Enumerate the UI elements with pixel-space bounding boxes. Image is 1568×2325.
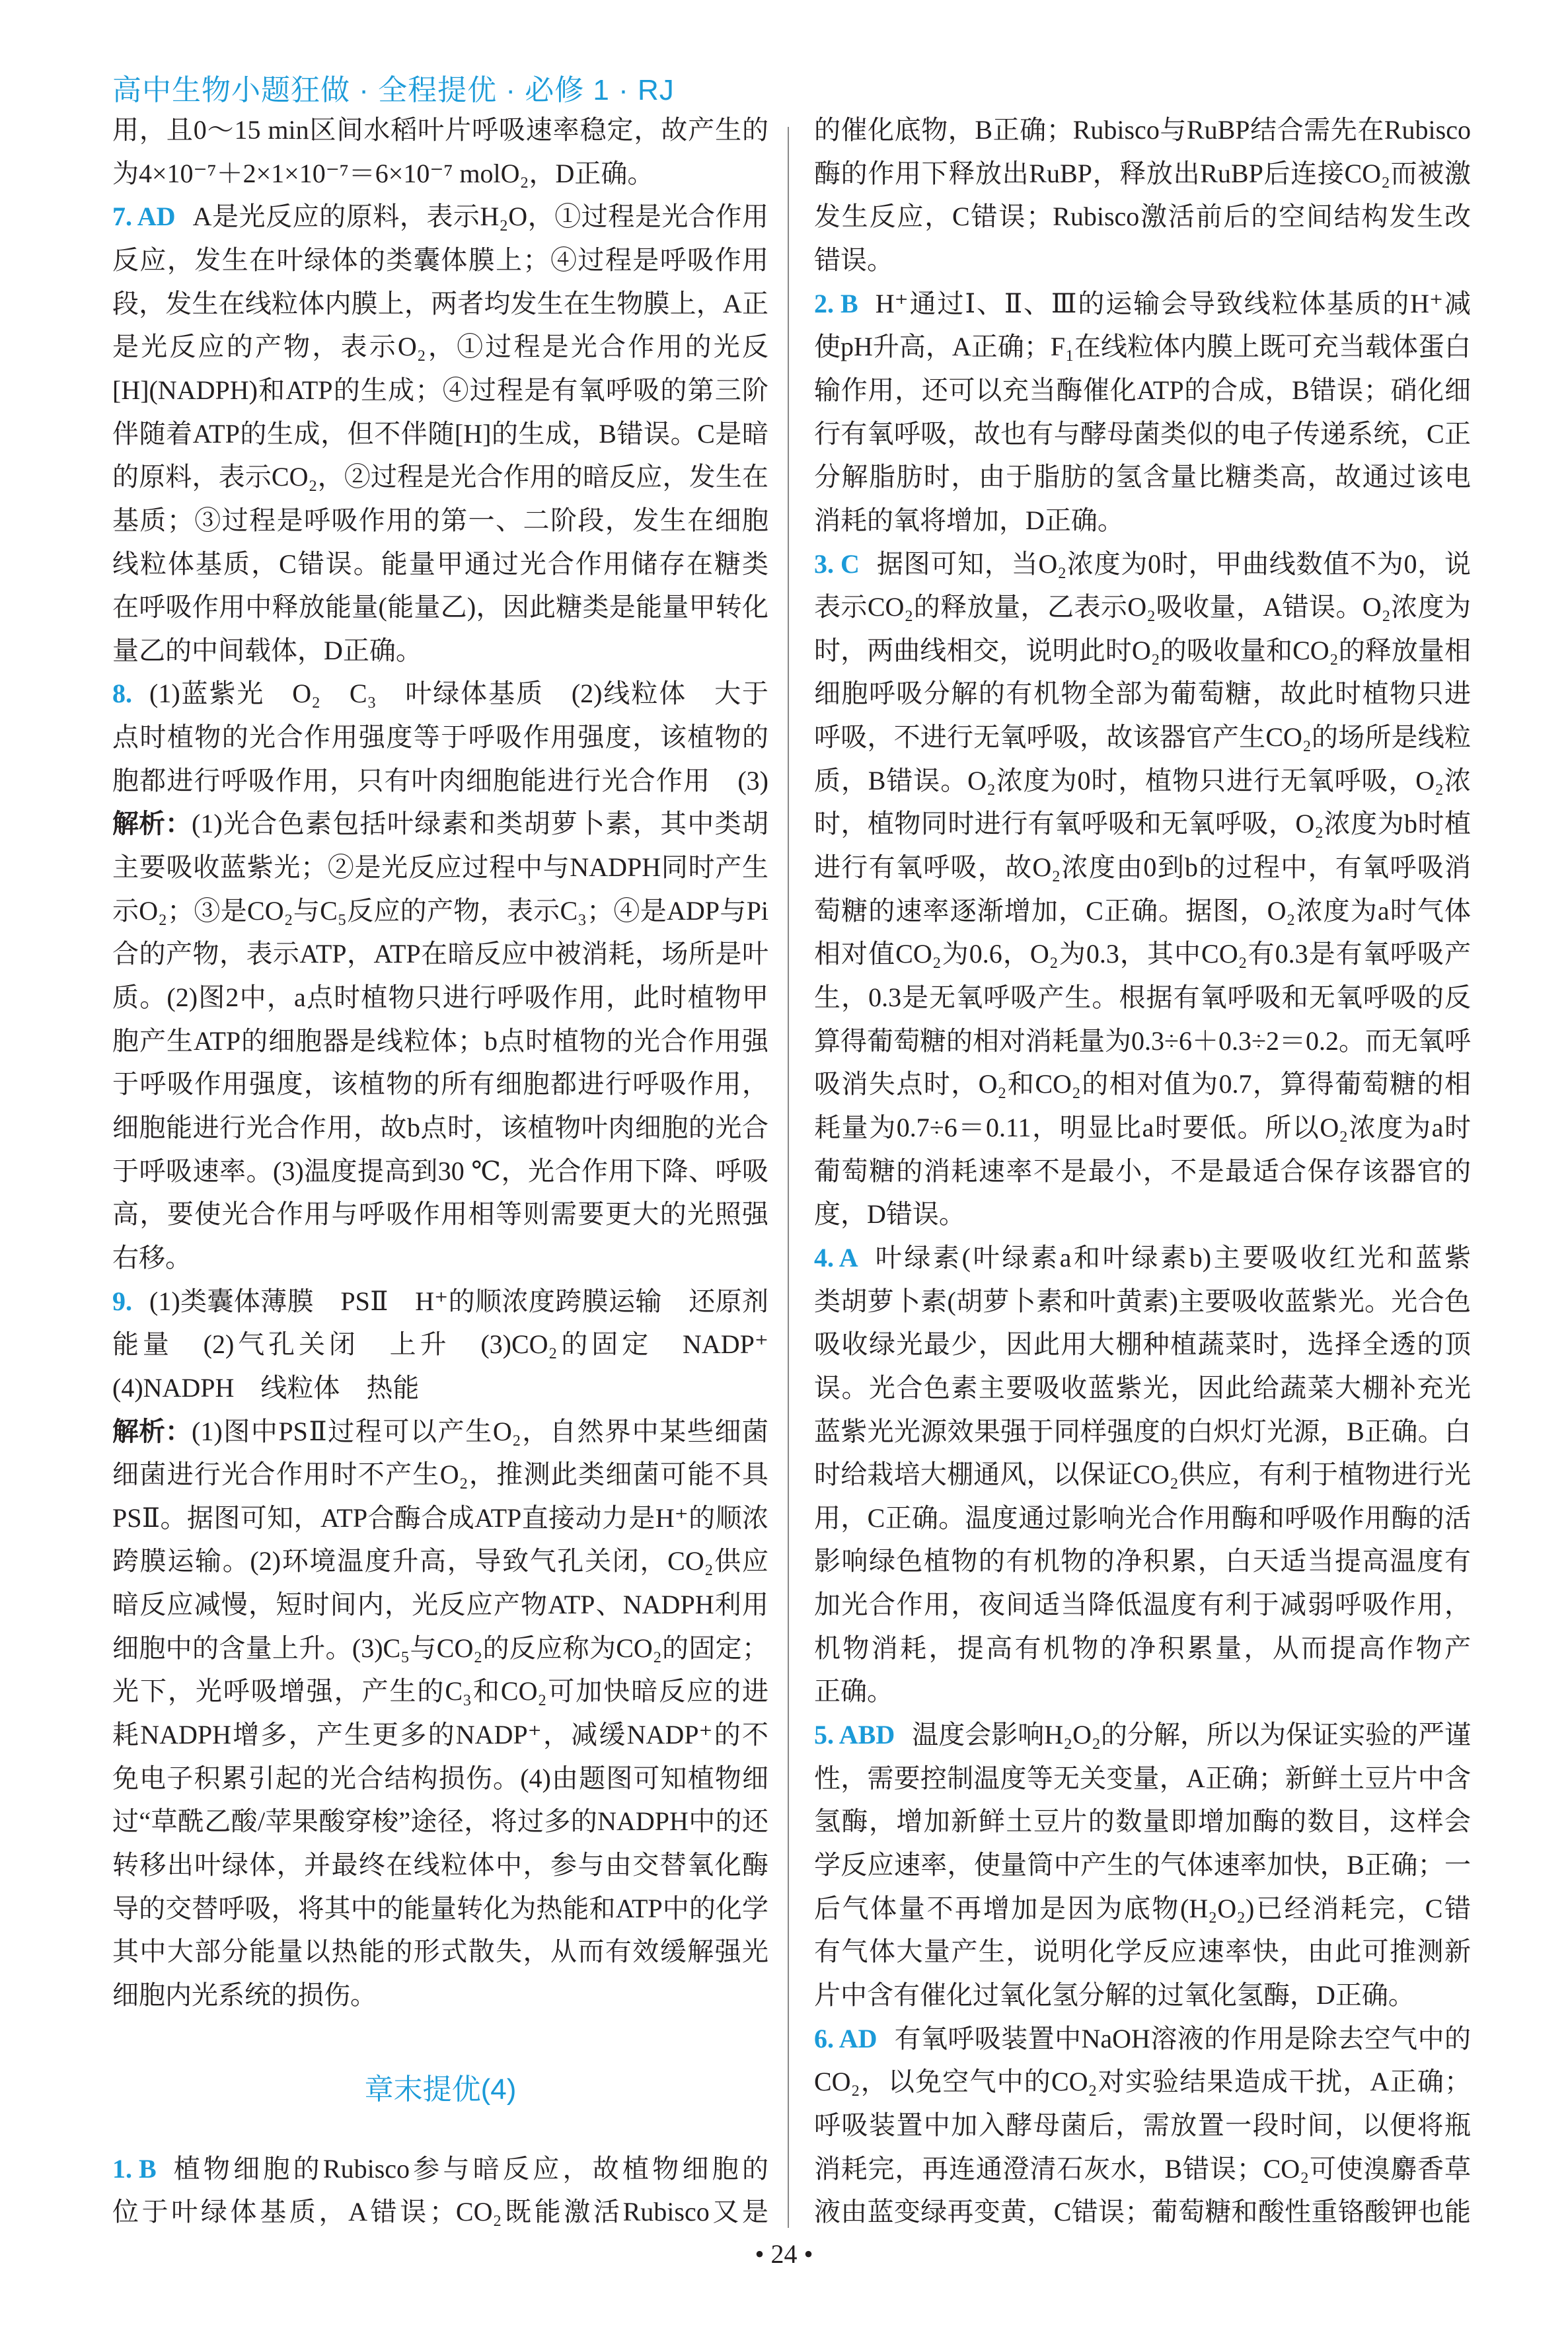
- line-text: 高，要使光合作用与呼吸作用相等则需要更大的光照强: [112, 1199, 768, 1230]
- text-line: [814, 1545, 1471, 1578]
- text-line: [814, 1241, 1471, 1274]
- line-text: 进行有氧呼吸，故O₂浓度由0到b的过程中，有氧呼吸消: [814, 852, 1471, 883]
- text-line: [112, 2153, 768, 2186]
- text-line: [112, 677, 768, 710]
- text-line: [112, 1458, 768, 1491]
- line-text: PSⅡ。据图可知，ATP合酶合成ATP直接动力是H⁺的顺浓: [112, 1502, 768, 1533]
- text-line: [112, 548, 768, 581]
- text-line: [112, 244, 768, 277]
- question-number-answer: 9.: [112, 1286, 132, 1316]
- line-text: 其中大部分能量以热能的形式散失，从而有效缓解强光: [112, 1937, 768, 1967]
- line-text: 酶的作用下释放出RuBP，释放出RuBP后连接CO₂而被激: [814, 158, 1471, 188]
- text-line: [112, 981, 768, 1014]
- line-text: 呼吸装置中加入酵母菌后，需放置一段时间，以便将瓶: [814, 2110, 1471, 2140]
- text-line: [814, 2153, 1471, 2186]
- text-line: [112, 1545, 768, 1578]
- text-line: [814, 2109, 1471, 2142]
- text-line: [112, 1935, 768, 1968]
- line-text: 伴随着ATP的生成，但不伴随[H]的生成，B错误。C是暗: [112, 418, 768, 449]
- line-text: 温度会影响H₂O₂的分解，所以为保证实验的严谨: [912, 1720, 1471, 1750]
- text-line: [112, 1155, 768, 1188]
- text-line: [112, 938, 768, 971]
- line-text: 分解脂肪时，由于脂肪的氢含量比糖类高，故通过该电: [814, 462, 1471, 492]
- text-line: [814, 1979, 1471, 2012]
- text-line: [112, 1979, 768, 2012]
- line-text: 后气体量不再增加是因为底物(H₂O₂)已经消耗完，C错: [814, 1893, 1471, 1923]
- line-text: 片中含有催化过氧化氢分解的过氧化氢酶，D正确。: [814, 1979, 1415, 2010]
- text-line: [112, 1025, 768, 1058]
- line-text: 右移。: [112, 1242, 192, 1273]
- text-line: [814, 634, 1471, 667]
- line-text: 免电子积累引起的光合结构损伤。(4)由题图可知植物细: [112, 1763, 768, 1793]
- line-text: 叶绿素(叶绿素a和叶绿素b)主要吸收红光和蓝紫: [875, 1242, 1471, 1273]
- text-line: [814, 938, 1471, 971]
- line-text: 行有氧呼吸，故也有与酵母菌类似的电子传递系统，C正: [814, 418, 1471, 449]
- text-line: [814, 1198, 1471, 1231]
- text-line: [814, 1762, 1471, 1795]
- text-line: [112, 1762, 768, 1795]
- line-text: 胞都进行呼吸作用，只有叶肉细胞能进行光合作用 (3): [112, 765, 768, 795]
- text-line: [814, 2196, 1471, 2229]
- line-text: (1)类囊体薄膜 PSⅡ H⁺的顺浓度跨膜运输 还原剂: [149, 1286, 768, 1316]
- line-text: 示O₂；③是CO₂与C₅反应的产物，表示C₃；④是ADP与Pi: [112, 895, 768, 926]
- line-text: 导的交替呼吸，将其中的能量转化为热能和ATP中的化学: [112, 1893, 768, 1923]
- line-text: 反应，发生在叶绿体的类囊体膜上；④过程是呼吸作用: [112, 244, 768, 275]
- text-line: [112, 1285, 768, 1318]
- line-text: 线粒体基质，C错误。能量甲通过光合作用储存在糖类: [112, 548, 768, 579]
- text-line: [112, 2196, 768, 2229]
- question-number-answer: 6. AD: [814, 2023, 877, 2053]
- text-line: [814, 244, 1471, 277]
- text-line: [814, 114, 1471, 147]
- text-line: [112, 1892, 768, 1925]
- line-text: 植物细胞的Rubisco参与暗反应，故植物细胞的: [173, 2153, 768, 2184]
- line-text: (1)图中PSⅡ过程可以产生O₂，自然界中某些细菌: [192, 1416, 768, 1446]
- text-line: [814, 1935, 1471, 1968]
- line-text: 为4×10⁻⁷＋2×1×10⁻⁷＝6×10⁻⁷ molO₂，D正确。: [112, 158, 654, 188]
- line-text: 细胞中的含量上升。(3)C₅与CO₂的反应称为CO₂的固定；: [112, 1633, 768, 1663]
- line-text: 的原料，表示CO₂，②过程是光合作用的暗反应，发生在: [112, 462, 768, 492]
- line-text: (1)蓝紫光 O₂ C₃ 叶绿体基质 (2)线粒体 大于: [149, 679, 768, 709]
- line-text: 的催化底物，B正确；Rubisco与RuBP结合需先在Rubisco: [814, 115, 1471, 145]
- text-line: [814, 1111, 1471, 1144]
- line-text: 葡萄糖的消耗速率不是最小，不是最适合保存该器官的: [814, 1156, 1471, 1186]
- line-text: 细菌进行光合作用时不产生O₂，推测此类细菌可能不具: [112, 1459, 768, 1490]
- line-text: 质。(2)图2中，a点时植物只进行呼吸作用，此时植物甲: [112, 982, 768, 1012]
- text-line: [814, 677, 1471, 710]
- text-line: [814, 157, 1471, 190]
- line-text: 萄糖的速率逐渐增加，C正确。据图，O₂浓度为a时气体: [814, 895, 1471, 926]
- line-text: H⁺通过Ⅰ、Ⅱ、Ⅲ的运输会导致线粒体基质的H⁺减: [875, 288, 1471, 318]
- text-line: [814, 1328, 1471, 1361]
- text-line: [814, 1502, 1471, 1535]
- line-text: [H](NADPH)和ATP的生成；④过程是有氧呼吸的第三阶: [112, 375, 768, 405]
- line-text: 主要吸收蓝紫光；②是光反应过程中与NADPH同时产生: [112, 852, 768, 883]
- text-line: [112, 1241, 768, 1274]
- line-text: 机物消耗，提高有机物的净积累量，从而提高作物产: [814, 1633, 1471, 1663]
- line-text: 时给栽培大棚通风，以保证CO₂供应，有利于植物进行光: [814, 1459, 1471, 1490]
- text-line: [112, 1328, 768, 1361]
- line-text: 质，B错误。O₂浓度为0时，植物只进行无氧呼吸，O₂浓: [814, 765, 1471, 795]
- line-text: 段，发生在线粒体内膜上，两者均发生在生物膜上，A正: [112, 288, 768, 318]
- line-text: 据图可知，当O₂浓度为0时，甲曲线数值不为0，说: [876, 548, 1471, 579]
- line-text: 吸消失点时，O₂和CO₂的相对值为0.7，算得葡萄糖的相: [814, 1069, 1471, 1099]
- analysis-label: 解析：: [112, 809, 192, 839]
- text-line: [814, 200, 1471, 233]
- line-text: 正确。: [814, 1676, 893, 1707]
- analysis-label: 解析：: [112, 1416, 192, 1446]
- text-line: [112, 461, 768, 494]
- text-line: [112, 114, 768, 147]
- text-line: [112, 1198, 768, 1231]
- text-line: [814, 2065, 1471, 2098]
- text-line: [112, 374, 768, 407]
- line-text: 度，D错误。: [814, 1199, 965, 1230]
- text-line: [112, 330, 768, 363]
- text-line: [112, 504, 768, 537]
- line-text: 点时植物的光合作用强度等于呼吸作用强度，该植物的: [112, 722, 768, 753]
- text-line: [814, 1155, 1471, 1188]
- text-line: [814, 895, 1471, 928]
- line-text: 使pH升高，A正确；F₁在线粒体内膜上既可充当载体蛋白: [814, 332, 1471, 362]
- line-text: 跨膜运输。(2)环境温度升高，导致气孔关闭，CO₂供应: [112, 1546, 768, 1576]
- line-text: 加光合作用，夜间适当降低温度有利于减弱呼吸作用，: [814, 1590, 1471, 1620]
- text-line: [112, 634, 768, 667]
- line-text: 误。光合色素主要吸收蓝紫光，因此给蔬菜大棚补充光: [814, 1372, 1471, 1403]
- text-line: [112, 1111, 768, 1144]
- text-line: [814, 548, 1471, 581]
- question-number-answer: 4. A: [814, 1242, 858, 1273]
- line-text: 氢酶，增加新鲜土豆片的数量即增加酶的数目，这样会: [814, 1806, 1471, 1837]
- text-line: [814, 1458, 1471, 1491]
- line-text: 学反应速率，使量筒中产生的气体速率加快，B正确；一: [814, 1850, 1471, 1880]
- text-line: [112, 721, 768, 754]
- line-text: 在呼吸作用中释放能量(能量乙)，因此糖类是能量甲转化: [112, 592, 768, 622]
- text-line: [814, 591, 1471, 624]
- text-line: [814, 1892, 1471, 1925]
- text-line: [112, 1675, 768, 1708]
- line-text: 类胡萝卜素(胡萝卜素和叶黄素)主要吸收蓝紫光。光合色: [814, 1286, 1471, 1316]
- column-divider: [788, 127, 789, 2228]
- text-line: [112, 1068, 768, 1101]
- text-line: [814, 1025, 1471, 1058]
- text-line: [814, 981, 1471, 1014]
- question-number-answer: 5. ABD: [814, 1720, 895, 1750]
- section-title: 章末提优(4): [364, 2073, 517, 2106]
- line-text: 相对值CO₂为0.6，O₂为0.3，其中CO₂有0.3是有氧呼吸产: [814, 939, 1471, 969]
- text-line: [112, 1632, 768, 1665]
- text-line: [814, 1588, 1471, 1621]
- line-text: 蓝紫光光源效果强于同样强度的白炽灯光源，B正确。白: [814, 1416, 1471, 1446]
- line-text: 细胞能进行光合作用，故b点时，该植物叶肉细胞的光合: [112, 1112, 768, 1142]
- text-line: [814, 504, 1471, 537]
- line-text: 输作用，还可以充当酶催化ATP的合成，B错误；硝化细: [814, 375, 1471, 405]
- text-line: [112, 1415, 768, 1448]
- text-line: [814, 461, 1471, 494]
- line-text: 胞产生ATP的细胞器是线粒体；b点时植物的光合作用强: [112, 1025, 768, 1056]
- text-line: [112, 764, 768, 797]
- text-line: [814, 764, 1471, 797]
- line-text: 吸收绿光最少，因此用大棚种植蔬菜时，选择全透的顶: [814, 1329, 1471, 1360]
- line-text: 光下，光呼吸增强，产生的C₃和CO₂可加快暗反应的进: [112, 1676, 768, 1707]
- text-line: [112, 418, 768, 451]
- line-text: 于呼吸速率。(3)温度提高到30 ℃，光合作用下降、呼吸: [112, 1156, 768, 1186]
- text-line: [814, 330, 1471, 363]
- line-text: 能量 (2)气孔关闭 上升 (3)CO₂的固定 NADP⁺: [112, 1329, 768, 1360]
- question-number-answer: 8.: [112, 679, 132, 709]
- line-text: 算得葡萄糖的相对消耗量为0.3÷6＋0.3÷2＝0.2。而无氧呼: [814, 1025, 1471, 1056]
- text-line: [814, 287, 1471, 320]
- text-line: [814, 1718, 1471, 1752]
- text-line: [112, 1588, 768, 1621]
- line-text: 性，需要控制温度等无关变量，A正确；新鲜土豆片中含: [814, 1763, 1471, 1793]
- line-text: 时，两曲线相交，说明此时O₂的吸收量和CO₂的释放量相: [814, 635, 1471, 665]
- line-text: 暗反应减慢，短时间内，光反应产物ATP、NADPH利用: [112, 1590, 768, 1620]
- line-text: 合的产物，表示ATP，ATP在暗反应中被消耗，场所是叶: [112, 939, 768, 969]
- text-line: [814, 1415, 1471, 1448]
- line-text: 用，且0～15 min区间水稻叶片呼吸速率稳定，故产生的: [112, 115, 768, 145]
- text-line: [112, 851, 768, 884]
- question-number-answer: 2. B: [814, 288, 858, 318]
- text-line: [112, 591, 768, 624]
- line-text: 有氧呼吸装置中NaOH溶液的作用是除去空气中的: [894, 2023, 1471, 2053]
- text-line: [814, 851, 1471, 884]
- text-line: [112, 807, 768, 840]
- question-number-answer: 7. AD: [112, 202, 176, 232]
- line-text: 液由蓝变绿再变黄，C错误；葡萄糖和酸性重铬酸钾也能: [814, 2197, 1471, 2227]
- text-line: [814, 1805, 1471, 1838]
- text-line: [814, 1675, 1471, 1708]
- text-line: [112, 287, 768, 320]
- text-line: [112, 1718, 768, 1752]
- line-text: 消耗的氧将增加，D正确。: [814, 505, 1124, 535]
- line-text: (4)NADPH 线粒体 热能: [112, 1372, 420, 1403]
- text-line: [112, 895, 768, 928]
- line-text: CO₂，以免空气中的CO₂对实验结果造成干扰，A正确；: [814, 2067, 1471, 2097]
- line-text: 时，植物同时进行有氧呼吸和无氧呼吸，O₂浓度为b时植: [814, 809, 1471, 839]
- line-text: 是光反应的产物，表示O₂，①过程是光合作用的光反: [112, 332, 768, 362]
- text-line: [814, 807, 1471, 840]
- line-text: 表示CO₂的释放量，乙表示O₂吸收量，A错误。O₂浓度为: [814, 592, 1471, 622]
- text-line: [112, 1849, 768, 1882]
- text-line: [814, 374, 1471, 407]
- text-line: [112, 200, 768, 233]
- text-line: [112, 1805, 768, 1838]
- page-number: • 24 •: [755, 2239, 813, 2269]
- text-line: [112, 157, 768, 190]
- text-line: [814, 418, 1471, 451]
- running-header: 高中生物小题狂做 · 全程提优 · 必修 1 · RJ: [112, 74, 675, 106]
- line-text: 消耗完，再连通澄清石灰水，B错误；CO₂可使溴麝香草: [814, 2153, 1471, 2184]
- line-text: 于呼吸作用强度，该植物的所有细胞都进行呼吸作用，: [112, 1069, 768, 1099]
- line-text: A是光反应的原料，表示H₂O，①过程是光合作用: [192, 202, 768, 232]
- line-text: 有气体大量产生，说明化学反应速率快，由此可推测新: [814, 1937, 1471, 1967]
- line-text: 错误。: [814, 244, 893, 275]
- line-text: 生，0.3是无氧呼吸产生。根据有氧呼吸和无氧呼吸的反: [814, 982, 1471, 1012]
- text-line: [814, 1632, 1471, 1665]
- line-text: 量乙的中间载体，D正确。: [112, 635, 422, 665]
- line-text: 发生反应，C错误；Rubisco激活前后的空间结构发生改: [814, 202, 1471, 232]
- text-line: [814, 1068, 1471, 1101]
- line-text: 位于叶绿体基质，A错误；CO₂既能激活Rubisco又是: [112, 2197, 768, 2227]
- question-number-answer: 1. B: [112, 2153, 157, 2184]
- line-text: 过“草酰乙酸/苹果酸穿梭”途径，将过多的NADPH中的还: [112, 1806, 768, 1837]
- text-line: [814, 1285, 1471, 1318]
- line-text: 基质；③过程是呼吸作用的第一、二阶段，发生在细胞: [112, 505, 768, 535]
- line-text: 细胞内光系统的损伤。: [112, 1979, 377, 2010]
- line-text: 细胞呼吸分解的有机物全部为葡萄糖，故此时植物只进: [814, 679, 1471, 709]
- line-text: 呼吸，不进行无氧呼吸，故该器官产生CO₂的场所是线粒: [814, 722, 1471, 753]
- line-text: 转移出叶绿体，并最终在线粒体中，参与由交替氧化酶: [112, 1850, 768, 1880]
- line-text: 用，C正确。温度通过影响光合作用酶和呼吸作用酶的活: [814, 1502, 1471, 1533]
- line-text: 耗NADPH增多，产生更多的NADP⁺，减缓NADP⁺的不: [112, 1720, 768, 1750]
- text-line: [112, 1502, 768, 1535]
- text-line: [814, 1372, 1471, 1405]
- line-text: 耗量为0.7÷6＝0.11，明显比a时要低。所以O₂浓度为a时: [814, 1112, 1471, 1142]
- text-line: [814, 1849, 1471, 1882]
- text-line: [814, 2022, 1471, 2055]
- text-line: [814, 721, 1471, 754]
- line-text: (1)光合色素包括叶绿素和类胡萝卜素，其中类胡: [192, 809, 768, 839]
- text-line: [112, 1372, 768, 1405]
- line-text: 影响绿色植物的有机物的净积累，白天适当提高温度有: [814, 1546, 1471, 1576]
- question-number-answer: 3. C: [814, 548, 860, 579]
